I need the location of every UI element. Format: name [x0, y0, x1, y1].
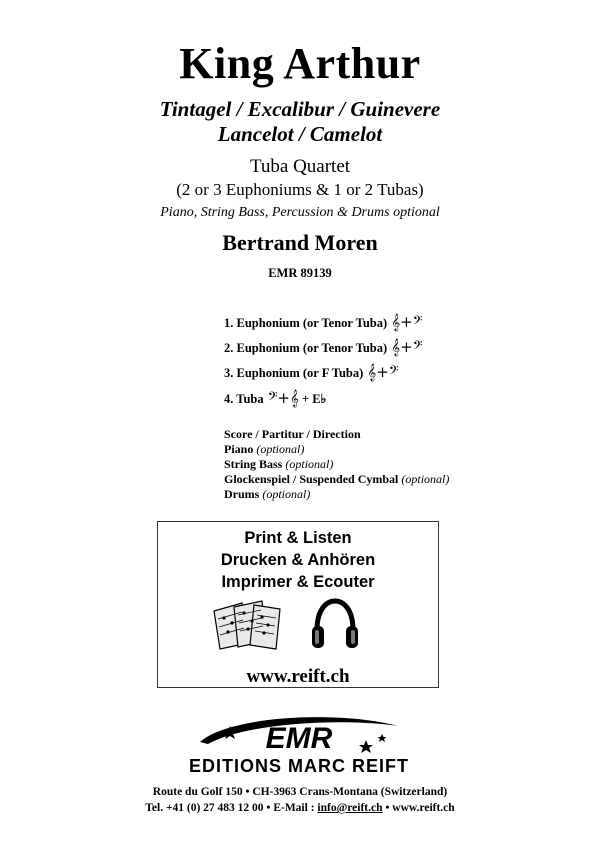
part-item	[224, 338, 422, 356]
ensemble-detail: (2 or 3 Euphoniums & 1 or 2 Tubas)	[176, 180, 424, 199]
promo-line-fr: Imprimer & Ecouter	[221, 573, 375, 591]
catalog-number: EMR 89139	[268, 266, 332, 280]
part-item	[224, 313, 422, 331]
part-suffix: + E♭	[301, 392, 327, 406]
part-label: 4. Tuba	[224, 392, 264, 406]
emr-logo	[188, 712, 410, 774]
document-item	[224, 427, 361, 442]
document-note: (optional)	[262, 487, 311, 501]
document-note: (optional)	[401, 472, 450, 486]
composer-name: Bertrand Moren	[222, 230, 378, 255]
website-link[interactable]: www.reift.ch	[246, 666, 350, 687]
part-label: 1. Euphonium (or Tenor Tuba)	[224, 316, 388, 330]
publisher-address: Route du Golf 150 • CH-3963 Crans-Montana (Switzerland)	[152, 786, 448, 798]
headphones-icon	[310, 596, 360, 654]
promo-line-de: Drucken & Anhören	[220, 551, 376, 569]
clef-icon: 𝄞+𝄢	[391, 313, 423, 331]
publisher-contact	[0, 802, 600, 814]
document-label: Drums	[224, 487, 260, 501]
document-item	[224, 472, 449, 487]
part-item	[224, 389, 326, 407]
logo-text: EMR	[265, 722, 333, 755]
part-label: 2. Euphonium (or Tenor Tuba)	[224, 341, 388, 355]
sheet-music-icon	[210, 597, 286, 653]
document-item	[224, 442, 304, 457]
document-note: (optional)	[285, 457, 334, 471]
document-item	[224, 487, 310, 502]
promo-line-en: Print & Listen	[244, 529, 352, 547]
page-title: King Arthur	[179, 39, 421, 88]
document-label: Glockenspiel / Suspended Cymbal	[224, 472, 399, 486]
contact-website[interactable]: • www.reift.ch	[382, 802, 455, 814]
document-label: Score / Partitur / Direction	[224, 427, 361, 441]
clef-icon: 𝄢+𝄞	[267, 389, 299, 407]
document-label: Piano	[224, 442, 254, 456]
clef-icon: 𝄞+𝄢	[391, 338, 423, 356]
subtitle-line-1: Tintagel / Excalibur / Guinevere	[159, 97, 441, 121]
contact-phone: Tel. +41 (0) 27 483 12 00 • E-Mail :	[145, 802, 318, 814]
ensemble-type: Tuba Quartet	[249, 156, 351, 177]
part-label: 3. Euphonium (or F Tuba)	[224, 366, 364, 380]
document-label: String Bass	[224, 457, 283, 471]
clef-icon: 𝄞+𝄢	[367, 363, 399, 381]
subtitle-line-2: Lancelot / Camelot	[217, 122, 383, 146]
document-note: (optional)	[256, 442, 305, 456]
print-listen-box	[157, 521, 439, 688]
publisher-name: EDITIONS MARC REIFT	[189, 756, 409, 774]
email-link[interactable]: info@reift.ch	[317, 802, 383, 814]
optional-instruments: Piano, String Bass, Percussion & Drums optional	[160, 205, 440, 220]
document-item	[224, 457, 333, 472]
part-item	[224, 363, 399, 381]
